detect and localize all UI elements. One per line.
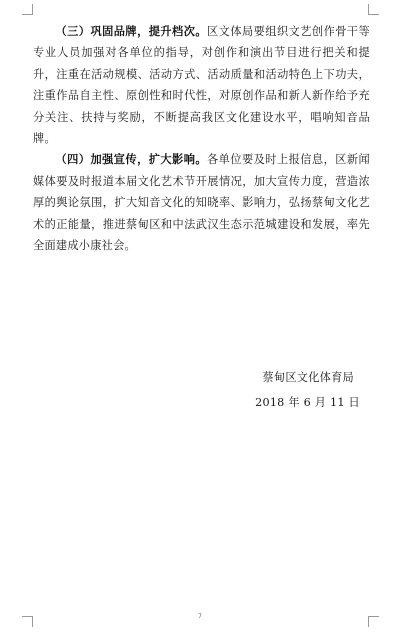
page-number: 7: [198, 613, 202, 620]
signature-date: 2018 年 6 月 11 日: [255, 396, 360, 409]
section-3-text: 区文体局要组织文艺创作骨干等专业人员加强对各单位的指导，对创作和演出节目进行把关和提升，注重在活动规模、活动方式、活动质量和活动特色上下功夫，注重作品自主性、原创性和时代性，对原创作品和新人新作给予充分关注、扶持与奖励，不断提高我区文化建设水平，唱响知音品牌。: [33, 25, 370, 146]
crop-mark-top-right: [368, 4, 379, 15]
paragraph-section-3: [33, 21, 370, 149]
section-3-heading: （三）巩固品牌，提升档次。: [55, 24, 208, 38]
signature-organization: 蔡甸区文化体育局: [262, 371, 354, 384]
section-4-text: 各单位要及时上报信息，区新闻媒体要及时报道本届文化艺术节开展情况，加大宣传力度，营造浓厚的舆论氛围，扩大知音文化的知晓率、影响力，弘扬蔡甸文化艺术的正能量，推进蔡甸区和中法武汉生态示范城建设和发展，率先全面建成小康社会。: [33, 153, 370, 253]
paragraph-section-4: [33, 149, 370, 256]
section-4-heading: （四）加强宣传，扩大影响。: [55, 152, 208, 167]
crop-mark-top-left: [22, 4, 33, 15]
document-body: [33, 21, 370, 256]
